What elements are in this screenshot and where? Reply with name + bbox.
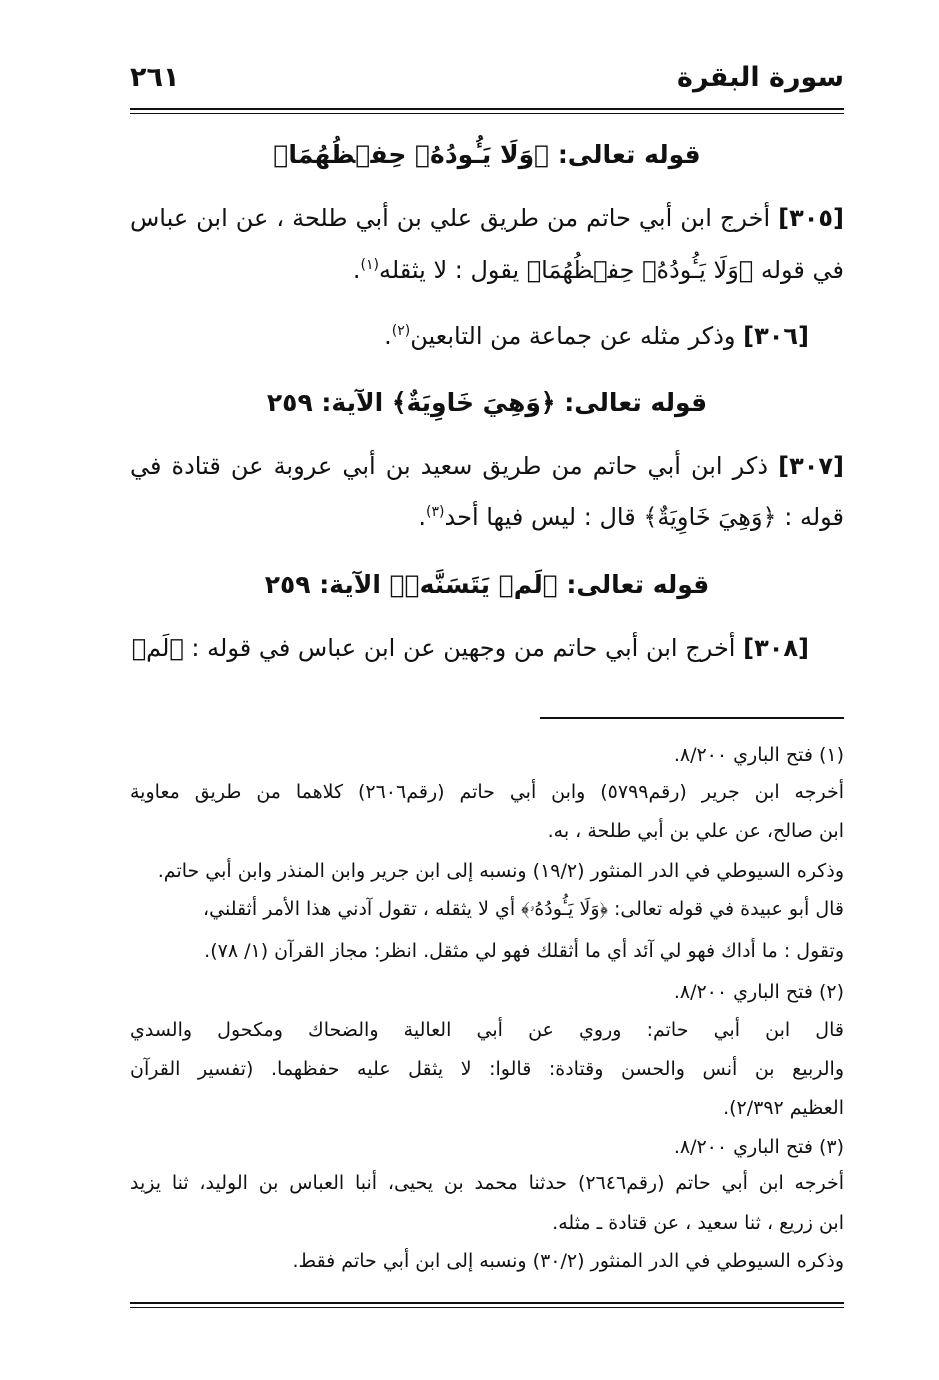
footnote-1-line-4: وذكره السيوطي في الدر المنثور (١٩/٢) ونسبه إلى ابن جرير وابن المنذر وابن أبي حاتم.: [157, 860, 844, 882]
footnote-1-line-6: وتقول : ما أداك فهو لي آئد أي ما أثقلك فهو لي مثقل. انظر: مجاز القرآن (١/ ٧٨).: [204, 940, 844, 962]
footnote-2-line-1: (٢) فتح الباري ٨/٢٠٠.: [673, 981, 844, 1003]
bottom-rule-thin: [130, 1307, 844, 1308]
paragraph-307-text-2: قوله : ﴿وَهِيَ خَاوِيَةٌ﴾ قال : ليس فيها أحد: [444, 503, 844, 531]
paragraph-number-305: [٣٠٥]: [778, 204, 844, 232]
footnote-3-line-1: (٣) فتح الباري ٨/٢٠٠.: [673, 1136, 844, 1158]
paragraph-306-text: وذكر مثله عن جماعة من التابعين: [410, 322, 736, 350]
paragraph-305-line-1: [130, 204, 844, 232]
paragraph-305-line-2: في قوله ﴿وَلَا يَـُٔودُهُۥ حِفۡظُهُمَا﴾ يقول : لا يثقله$^{(١)}$.: [352, 256, 844, 284]
paragraph-307-line-1: [130, 452, 844, 480]
paragraph-307-line-2: قوله : ﴿وَهِيَ خَاوِيَةٌ﴾ قال : ليس فيها أحد$^{(٣)}$.: [418, 503, 844, 531]
footnote-2-line-2: قال ابن أبي حاتم: وروي عن أبي العالية والضحاك ومكحول والسدي: [130, 1019, 844, 1041]
header-rule: [130, 108, 844, 110]
surah-title: سورة البقرة: [677, 62, 844, 93]
footnote-1-line-1: (١) فتح الباري ٨/٢٠٠.: [673, 744, 844, 766]
paragraph-number-308: [٣٠٨]: [743, 634, 809, 662]
footnote-3-line-3: ابن زريع ، ثنا سعيد ، عن قتادة ـ مثله.: [552, 1212, 844, 1234]
bottom-rule: [130, 1302, 844, 1304]
paragraph-308-line-1: [130, 634, 809, 662]
footnote-2-line-3: والربيع بن أنس والحسن وقتادة: قالوا: لا يثقل عليه حفظهما. (تفسير القرآن: [130, 1058, 844, 1080]
section-heading-3: قوله تعالى: ﴿لَمۡ يَتَسَنَّهۡ﴾ الآية: ٢٥٩: [264, 570, 710, 599]
paragraph-305-text-2: في قوله ﴿وَلَا يَـُٔودُهُۥ حِفۡظُهُمَا﴾ يقول : لا يثقله: [378, 256, 844, 284]
footnote-2-line-4: العظيم ٢/٣٩٢).: [723, 1097, 844, 1119]
footnote-ref-1: (١): [360, 257, 379, 273]
paragraph-number-307: [٣٠٧]: [778, 452, 844, 480]
paragraph-306-line: [٣٠٦] وذكر مثله عن جماعة من التابعين$^{(٢)}$.: [384, 322, 809, 350]
paragraph-308-text-1: أخرج ابن أبي حاتم من وجهين عن ابن عباس في قوله : ﴿لَمۡ: [131, 634, 736, 662]
paragraph-307-text-1: ذكر ابن أبي حاتم من طريق سعيد بن أبي عروبة عن قتادة في: [130, 452, 769, 480]
header-rule-thin: [130, 113, 844, 114]
footnote-3-line-2: أخرجه ابن أبي حاتم (رقم٢٦٤٦) حدثنا محمد بن يحيى، أنبا العباس بن الوليد، ثنا يزيد: [130, 1172, 844, 1194]
section-heading-2: قوله تعالى: ﴿وَهِيَ خَاوِيَةٌ﴾ الآية: ٢٥٩: [266, 388, 708, 417]
footnote-1-line-5: قال أبو عبيدة في قوله تعالى: ﴿وَلَا يَـُٔودُهُۥ﴾ أي لا يثقله ، تقول آدني هذا الأمر أثقلني،: [203, 898, 844, 920]
footnote-3-line-4: وذكره السيوطي في الدر المنثور (٣٠/٢) ونسبه إلى ابن أبي حاتم فقط.: [292, 1250, 844, 1272]
page-number: ٢٦١: [130, 62, 180, 93]
footnote-1-line-3: ابن صالح، عن علي بن أبي طلحة ، به.: [547, 820, 844, 842]
footnote-ref-3: (٣): [426, 504, 445, 520]
paragraph-305-text-1: أخرج ابن أبي حاتم من طريق علي بن أبي طلحة ، عن ابن عباس: [130, 204, 771, 232]
footnote-1-line-2: أخرجه ابن جرير (رقم٥٧٩٩) وابن أبي حاتم (رقم٢٦٠٦) كلاهما من طريق معاوية: [130, 781, 844, 803]
footnote-separator: [540, 717, 844, 719]
paragraph-number-306: [٣٠٦]: [743, 322, 809, 350]
footnote-ref-2: (٢): [391, 323, 411, 339]
section-heading-1: قوله تعالى: ﴿وَلَا يَـُٔودُهُۥ حِفۡظُهُمَا﴾: [273, 140, 701, 169]
